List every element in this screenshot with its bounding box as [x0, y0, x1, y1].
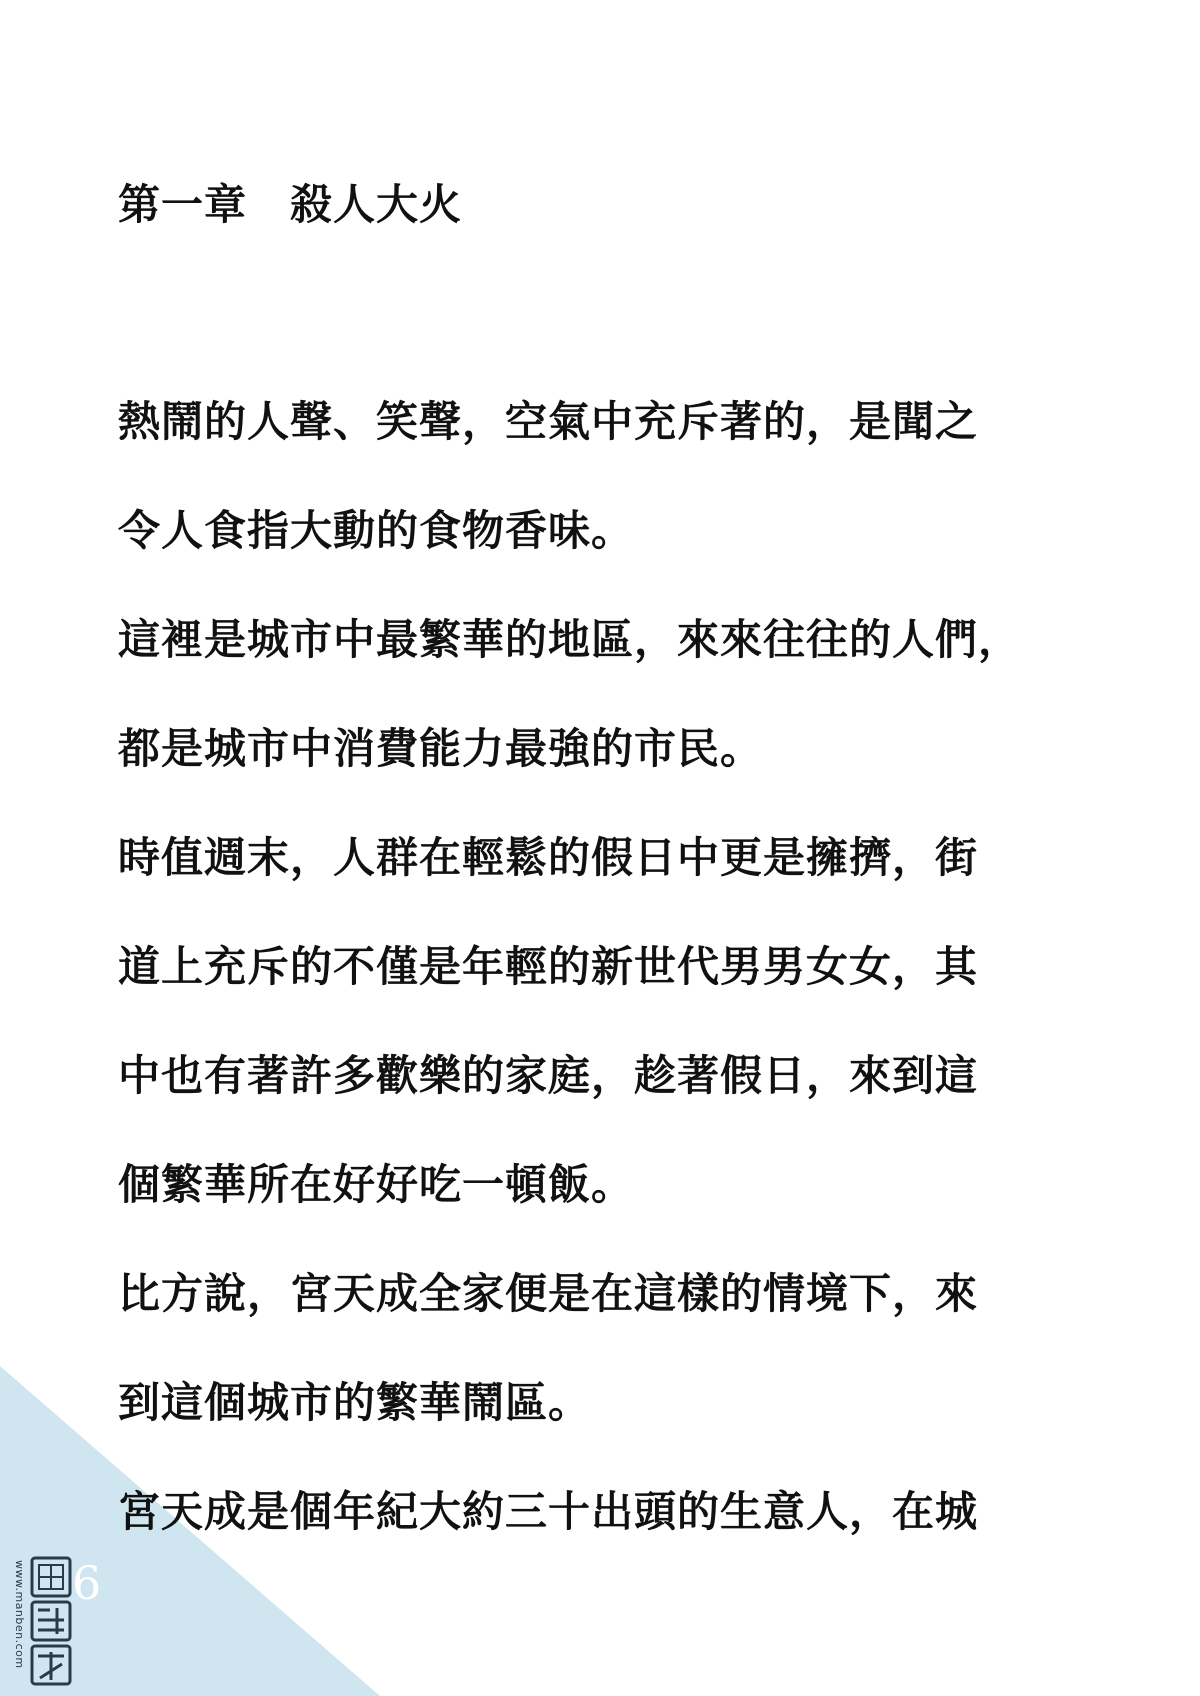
watermark-logo-icon: [30, 1556, 72, 1688]
watermark-url: www.manben.com: [13, 1560, 26, 1669]
page-number: 6: [72, 1556, 102, 1610]
body-line: 中也有著許多歡樂的家庭，趁著假日，來到這: [118, 1051, 979, 1100]
body-line: 個繁華所在好好吃一頓飯。: [118, 1160, 635, 1209]
body-line: 這裡是城市中最繁華的地區，來來往往的人們，: [118, 615, 1022, 664]
body-line: 道上充斥的不僅是年輕的新世代男男女女，其: [118, 942, 979, 991]
body-line: 比方說，宮天成全家便是在這樣的情境下，來: [118, 1269, 979, 1318]
body-line: 都是城市中消費能力最強的市民。: [118, 724, 764, 773]
body-line: 令人食指大動的食物香味。: [118, 506, 635, 555]
body-line: 到這個城市的繁華鬧區。: [118, 1378, 592, 1427]
chapter-title: 第一章 殺人大火: [118, 180, 463, 229]
body-line: 時值週末，人群在輕鬆的假日中更是擁擠，街: [118, 833, 979, 882]
body-text: [118, 392, 1118, 1591]
body-line: 宮天成是個年紀大約三十出頭的生意人，在城: [118, 1487, 979, 1536]
body-line: 熱鬧的人聲、笑聲，空氣中充斥著的，是聞之: [118, 397, 979, 446]
